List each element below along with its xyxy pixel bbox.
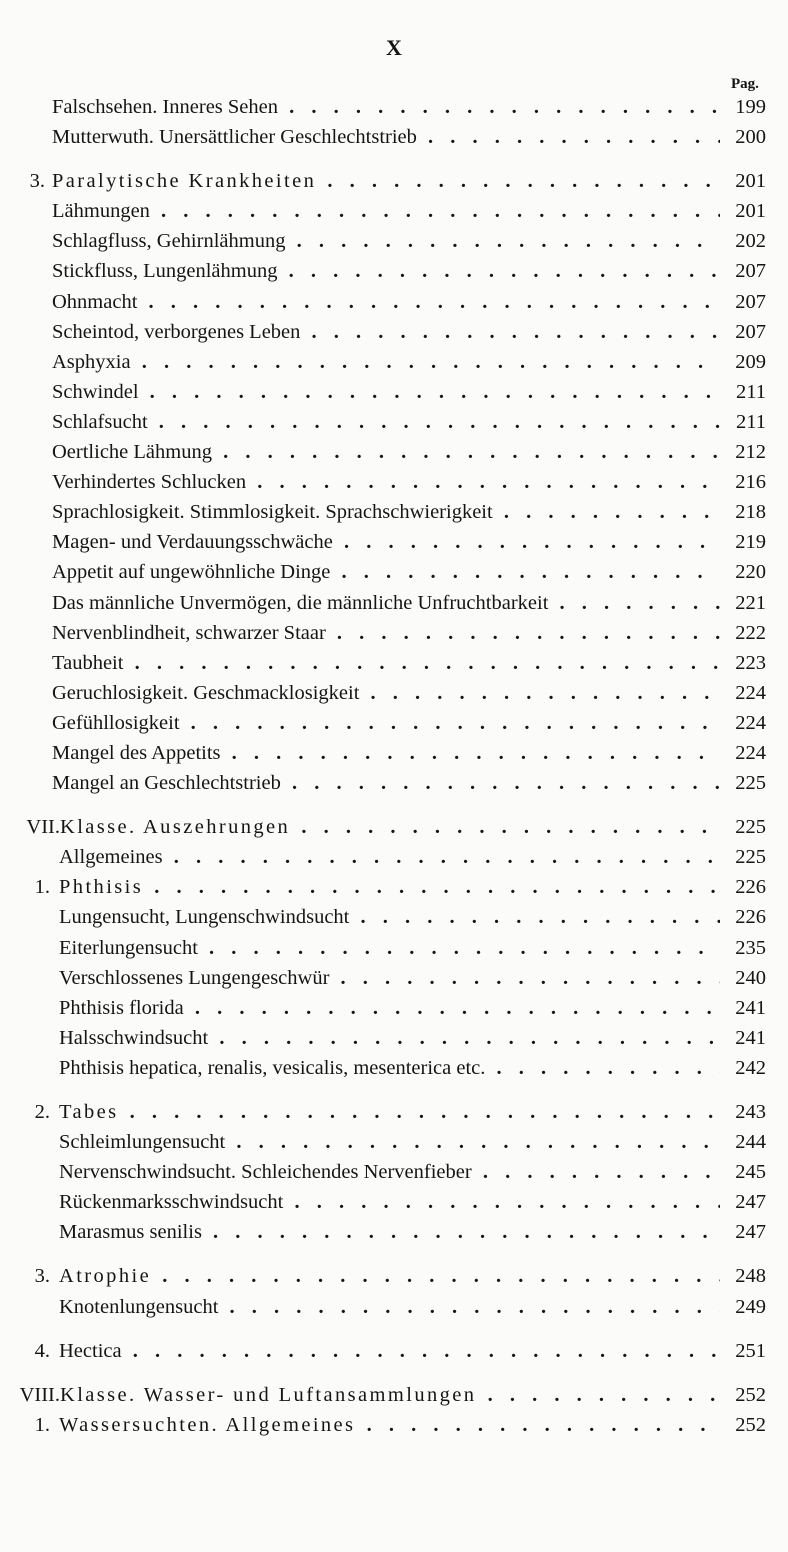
toc-entry-leader — [52, 92, 720, 122]
toc-entry — [0, 92, 788, 122]
toc-entry-page: 243 — [735, 1101, 766, 1123]
toc-entry-title: Geruchlosigkeit. Geschmacklosigkeit — [52, 681, 360, 704]
toc-entry-leader — [52, 708, 720, 738]
toc-entry-page: 201 — [735, 170, 766, 193]
toc-entry-page: 225 — [735, 772, 766, 795]
toc-entry-leader — [59, 1127, 720, 1157]
toc-entry-leader — [59, 993, 720, 1023]
toc-entry-leader — [52, 588, 720, 618]
toc-entry-leader — [59, 1157, 720, 1187]
toc-entry — [0, 872, 788, 902]
page-number: X — [386, 35, 402, 60]
toc-entry-number: 2. — [34, 1101, 50, 1123]
toc-entry-leader — [52, 287, 720, 317]
toc-entry-title: Verhindertes Schlucken — [52, 471, 247, 494]
toc-entry-page: 226 — [735, 906, 766, 929]
toc-entry-leader — [59, 1187, 720, 1217]
toc-entry-number: 1. — [34, 1413, 50, 1436]
toc-entry-title: Falschsehen. Inneres Sehen — [52, 96, 279, 118]
toc-entry-title: Verschlossenes Lungengeschwür — [59, 966, 330, 989]
toc-entry-page: 242 — [735, 1056, 766, 1079]
toc-entry — [0, 1217, 788, 1247]
toc-entry — [0, 317, 788, 347]
toc-entry-leader — [52, 347, 720, 377]
toc-entry-leader — [52, 467, 720, 497]
toc-entry-title: Tabes — [59, 1101, 119, 1123]
toc-entry-title: Klasse. Auszehrungen — [60, 816, 291, 839]
toc-entry-leader — [59, 902, 720, 932]
toc-entry-title: Eiterlungensucht — [59, 936, 198, 959]
toc-entry-title: Gefühllosigkeit — [52, 711, 180, 734]
toc-entry-number: 1. — [34, 876, 50, 899]
toc-entry-number: VII. — [26, 816, 60, 839]
toc-entry-page: 224 — [735, 741, 766, 764]
toc-entry-title: Lungensucht, Lungenschwindsucht — [59, 906, 350, 929]
toc-entry-leader — [52, 618, 720, 648]
toc-entry-page: 225 — [735, 816, 766, 839]
toc-entry-title: Schleimlungensucht — [59, 1131, 226, 1154]
toc-entry-leader — [52, 166, 720, 196]
toc-entry-page: 201 — [735, 200, 766, 223]
toc-entry-page: 241 — [735, 1026, 766, 1049]
toc-entry-leader — [52, 437, 720, 467]
toc-entry-leader — [59, 1053, 720, 1083]
toc-entry — [0, 1127, 788, 1157]
toc-entry-page: 224 — [735, 711, 766, 734]
toc-entry-title: Halsschwindsucht — [59, 1026, 209, 1049]
toc-entry-leader — [60, 812, 720, 842]
toc-entry-leader — [59, 933, 720, 963]
toc-entry-leader — [52, 256, 720, 286]
table-of-contents — [0, 92, 788, 1440]
toc-entry — [0, 196, 788, 226]
toc-entry-page: 202 — [735, 230, 766, 253]
toc-entry-page: 240 — [735, 966, 766, 989]
toc-entry-leader — [52, 122, 720, 152]
toc-entry — [0, 1261, 788, 1291]
toc-entry-title: Ohnmacht — [52, 290, 138, 313]
toc-entry-title: Magen- und Verdauungsschwäche — [52, 531, 333, 554]
toc-entry — [0, 738, 788, 768]
toc-entry-leader — [59, 1261, 720, 1291]
toc-entry-leader — [52, 196, 720, 226]
toc-entry — [0, 963, 788, 993]
toc-entry-page: 252 — [735, 1383, 766, 1406]
toc-entry-leader — [52, 407, 720, 437]
toc-entry — [0, 287, 788, 317]
toc-entry — [0, 933, 788, 963]
toc-entry — [0, 588, 788, 618]
toc-entry — [0, 1410, 788, 1440]
toc-entry-page: 221 — [735, 591, 766, 614]
toc-entry-leader — [52, 527, 720, 557]
toc-entry-leader — [59, 1292, 720, 1322]
toc-entry-title: Phthisis hepatica, renalis, vesicalis, mesenterica etc. — [59, 1056, 486, 1079]
toc-entry-title: Hectica — [59, 1339, 122, 1362]
toc-entry — [0, 812, 788, 842]
toc-entry-leader — [59, 1217, 720, 1247]
toc-entry-page: 224 — [735, 681, 766, 704]
toc-entry-title: Sprachlosigkeit. Stimmlosigkeit. Sprachschwierigkeit — [52, 501, 493, 524]
toc-entry-page: 200 — [735, 126, 766, 149]
toc-entry — [0, 437, 788, 467]
toc-entry-title: Allgemeines — [59, 846, 163, 869]
toc-entry-title: Phthisis — [59, 876, 144, 899]
toc-entry-title: Klasse. Wasser- und Luftansammlungen — [60, 1383, 477, 1406]
toc-entry-number: VIII. — [19, 1383, 60, 1406]
toc-entry-page: 249 — [735, 1295, 766, 1318]
toc-entry-page: 235 — [735, 936, 766, 959]
toc-entry — [0, 557, 788, 587]
toc-entry-leader — [52, 738, 720, 768]
toc-entry-leader — [59, 1410, 720, 1440]
toc-entry-page: 248 — [735, 1265, 766, 1288]
toc-entry-title: Schlafsucht — [52, 410, 148, 433]
toc-entry — [0, 648, 788, 678]
toc-entry-page: 244 — [735, 1131, 766, 1154]
toc-entry-page: 211 — [736, 410, 766, 433]
toc-entry-title: Mangel des Appetits — [52, 741, 221, 764]
toc-entry-leader — [59, 842, 720, 872]
toc-entry-leader — [60, 1380, 720, 1410]
toc-entry-page: 220 — [735, 561, 766, 584]
toc-entry-leader — [59, 1023, 720, 1053]
toc-entry — [0, 497, 788, 527]
toc-entry-leader — [59, 963, 720, 993]
toc-entry — [0, 708, 788, 738]
toc-entry-title: Appetit auf ungewöhnliche Dinge — [52, 561, 331, 584]
toc-entry-title: Das männliche Unvermögen, die männliche Unfruchtbarkeit — [52, 591, 549, 614]
toc-entry-title: Scheintod, verborgenes Leben — [52, 320, 301, 343]
toc-entry-page: 241 — [735, 996, 766, 1019]
toc-entry-leader — [59, 872, 720, 902]
toc-entry — [0, 1292, 788, 1322]
toc-entry-page: 245 — [735, 1161, 766, 1184]
toc-entry — [0, 527, 788, 557]
toc-entry-title: Nervenblindheit, schwarzer Staar — [52, 621, 326, 644]
toc-entry — [0, 618, 788, 648]
toc-entry — [0, 1053, 788, 1083]
toc-entry — [0, 902, 788, 932]
toc-entry-title: Nervenschwindsucht. Schleichendes Nervenfieber — [59, 1161, 472, 1184]
toc-entry-page: 252 — [735, 1413, 766, 1436]
pag-label: Pag. — [731, 76, 759, 92]
toc-entry-title: Asphyxia — [52, 350, 131, 373]
toc-entry-title: Oertliche Lähmung — [52, 441, 212, 464]
toc-entry — [0, 1097, 788, 1127]
toc-entry-number: 3. — [34, 1265, 50, 1288]
toc-entry — [0, 993, 788, 1023]
toc-entry-page: 218 — [735, 501, 766, 524]
toc-entry-page: 251 — [735, 1339, 766, 1362]
toc-entry-title: Knotenlungensucht — [59, 1295, 219, 1318]
toc-entry-title: Stickfluss, Lungenlähmung — [52, 260, 278, 283]
toc-entry — [0, 842, 788, 872]
toc-entry-title: Taubheit — [52, 651, 124, 674]
toc-entry-page: 219 — [735, 531, 766, 554]
toc-entry-leader — [52, 377, 720, 407]
toc-entry — [0, 678, 788, 708]
toc-entry-leader — [52, 226, 720, 256]
toc-entry-page: 199 — [735, 96, 766, 118]
toc-entry — [0, 166, 788, 196]
toc-entry-page: 211 — [736, 380, 766, 403]
toc-entry — [0, 1380, 788, 1410]
toc-entry-title: Atrophie — [59, 1265, 152, 1288]
toc-entry-leader — [52, 678, 720, 708]
toc-entry — [0, 1187, 788, 1217]
toc-entry-title: Wassersuchten. Allgemeines — [59, 1413, 356, 1436]
toc-entry-page: 226 — [735, 876, 766, 899]
toc-entry-page: 225 — [735, 846, 766, 869]
toc-entry-page: 207 — [735, 290, 766, 313]
toc-entry-page: 212 — [735, 441, 766, 464]
toc-entry — [0, 256, 788, 286]
toc-entry — [0, 467, 788, 497]
toc-entry-title: Rückenmarksschwindsucht — [59, 1191, 284, 1214]
toc-entry-title: Lähmungen — [52, 200, 150, 223]
toc-entry-title: Mangel an Geschlechtstrieb — [52, 772, 281, 795]
toc-entry — [0, 226, 788, 256]
toc-entry-title: Mutterwuth. Unersättlicher Geschlechtstrieb — [52, 126, 417, 149]
toc-entry — [0, 1157, 788, 1187]
toc-entry-title: Phthisis florida — [59, 996, 184, 1019]
toc-entry-title: Marasmus senilis — [59, 1221, 202, 1244]
toc-entry-leader — [59, 1336, 720, 1366]
toc-entry — [0, 768, 788, 798]
toc-entry-page: 209 — [735, 350, 766, 373]
toc-entry-page: 207 — [735, 260, 766, 283]
toc-entry-page: 247 — [735, 1191, 766, 1214]
toc-entry-number: 4. — [34, 1339, 50, 1362]
toc-entry — [0, 1023, 788, 1053]
toc-entry — [0, 377, 788, 407]
toc-entry — [0, 407, 788, 437]
toc-entry-leader — [52, 648, 720, 678]
toc-entry-page: 247 — [735, 1221, 766, 1244]
toc-entry-leader — [52, 557, 720, 587]
toc-entry-page: 223 — [735, 651, 766, 674]
toc-entry-page: 216 — [735, 471, 766, 494]
toc-entry-leader — [59, 1097, 720, 1127]
toc-entry-title: Schwindel — [52, 380, 139, 403]
toc-entry-leader — [52, 317, 720, 347]
toc-entry-leader — [52, 497, 720, 527]
toc-entry-title: Schlagfluss, Gehirnlähmung — [52, 230, 286, 253]
toc-entry-page: 207 — [735, 320, 766, 343]
toc-entry-title: Paralytische Krankheiten — [52, 170, 317, 193]
toc-entry-number: 3. — [29, 170, 45, 193]
toc-entry-leader — [52, 768, 720, 798]
toc-entry-page: 222 — [735, 621, 766, 644]
toc-entry — [0, 347, 788, 377]
toc-entry — [0, 122, 788, 152]
toc-entry — [0, 1336, 788, 1366]
